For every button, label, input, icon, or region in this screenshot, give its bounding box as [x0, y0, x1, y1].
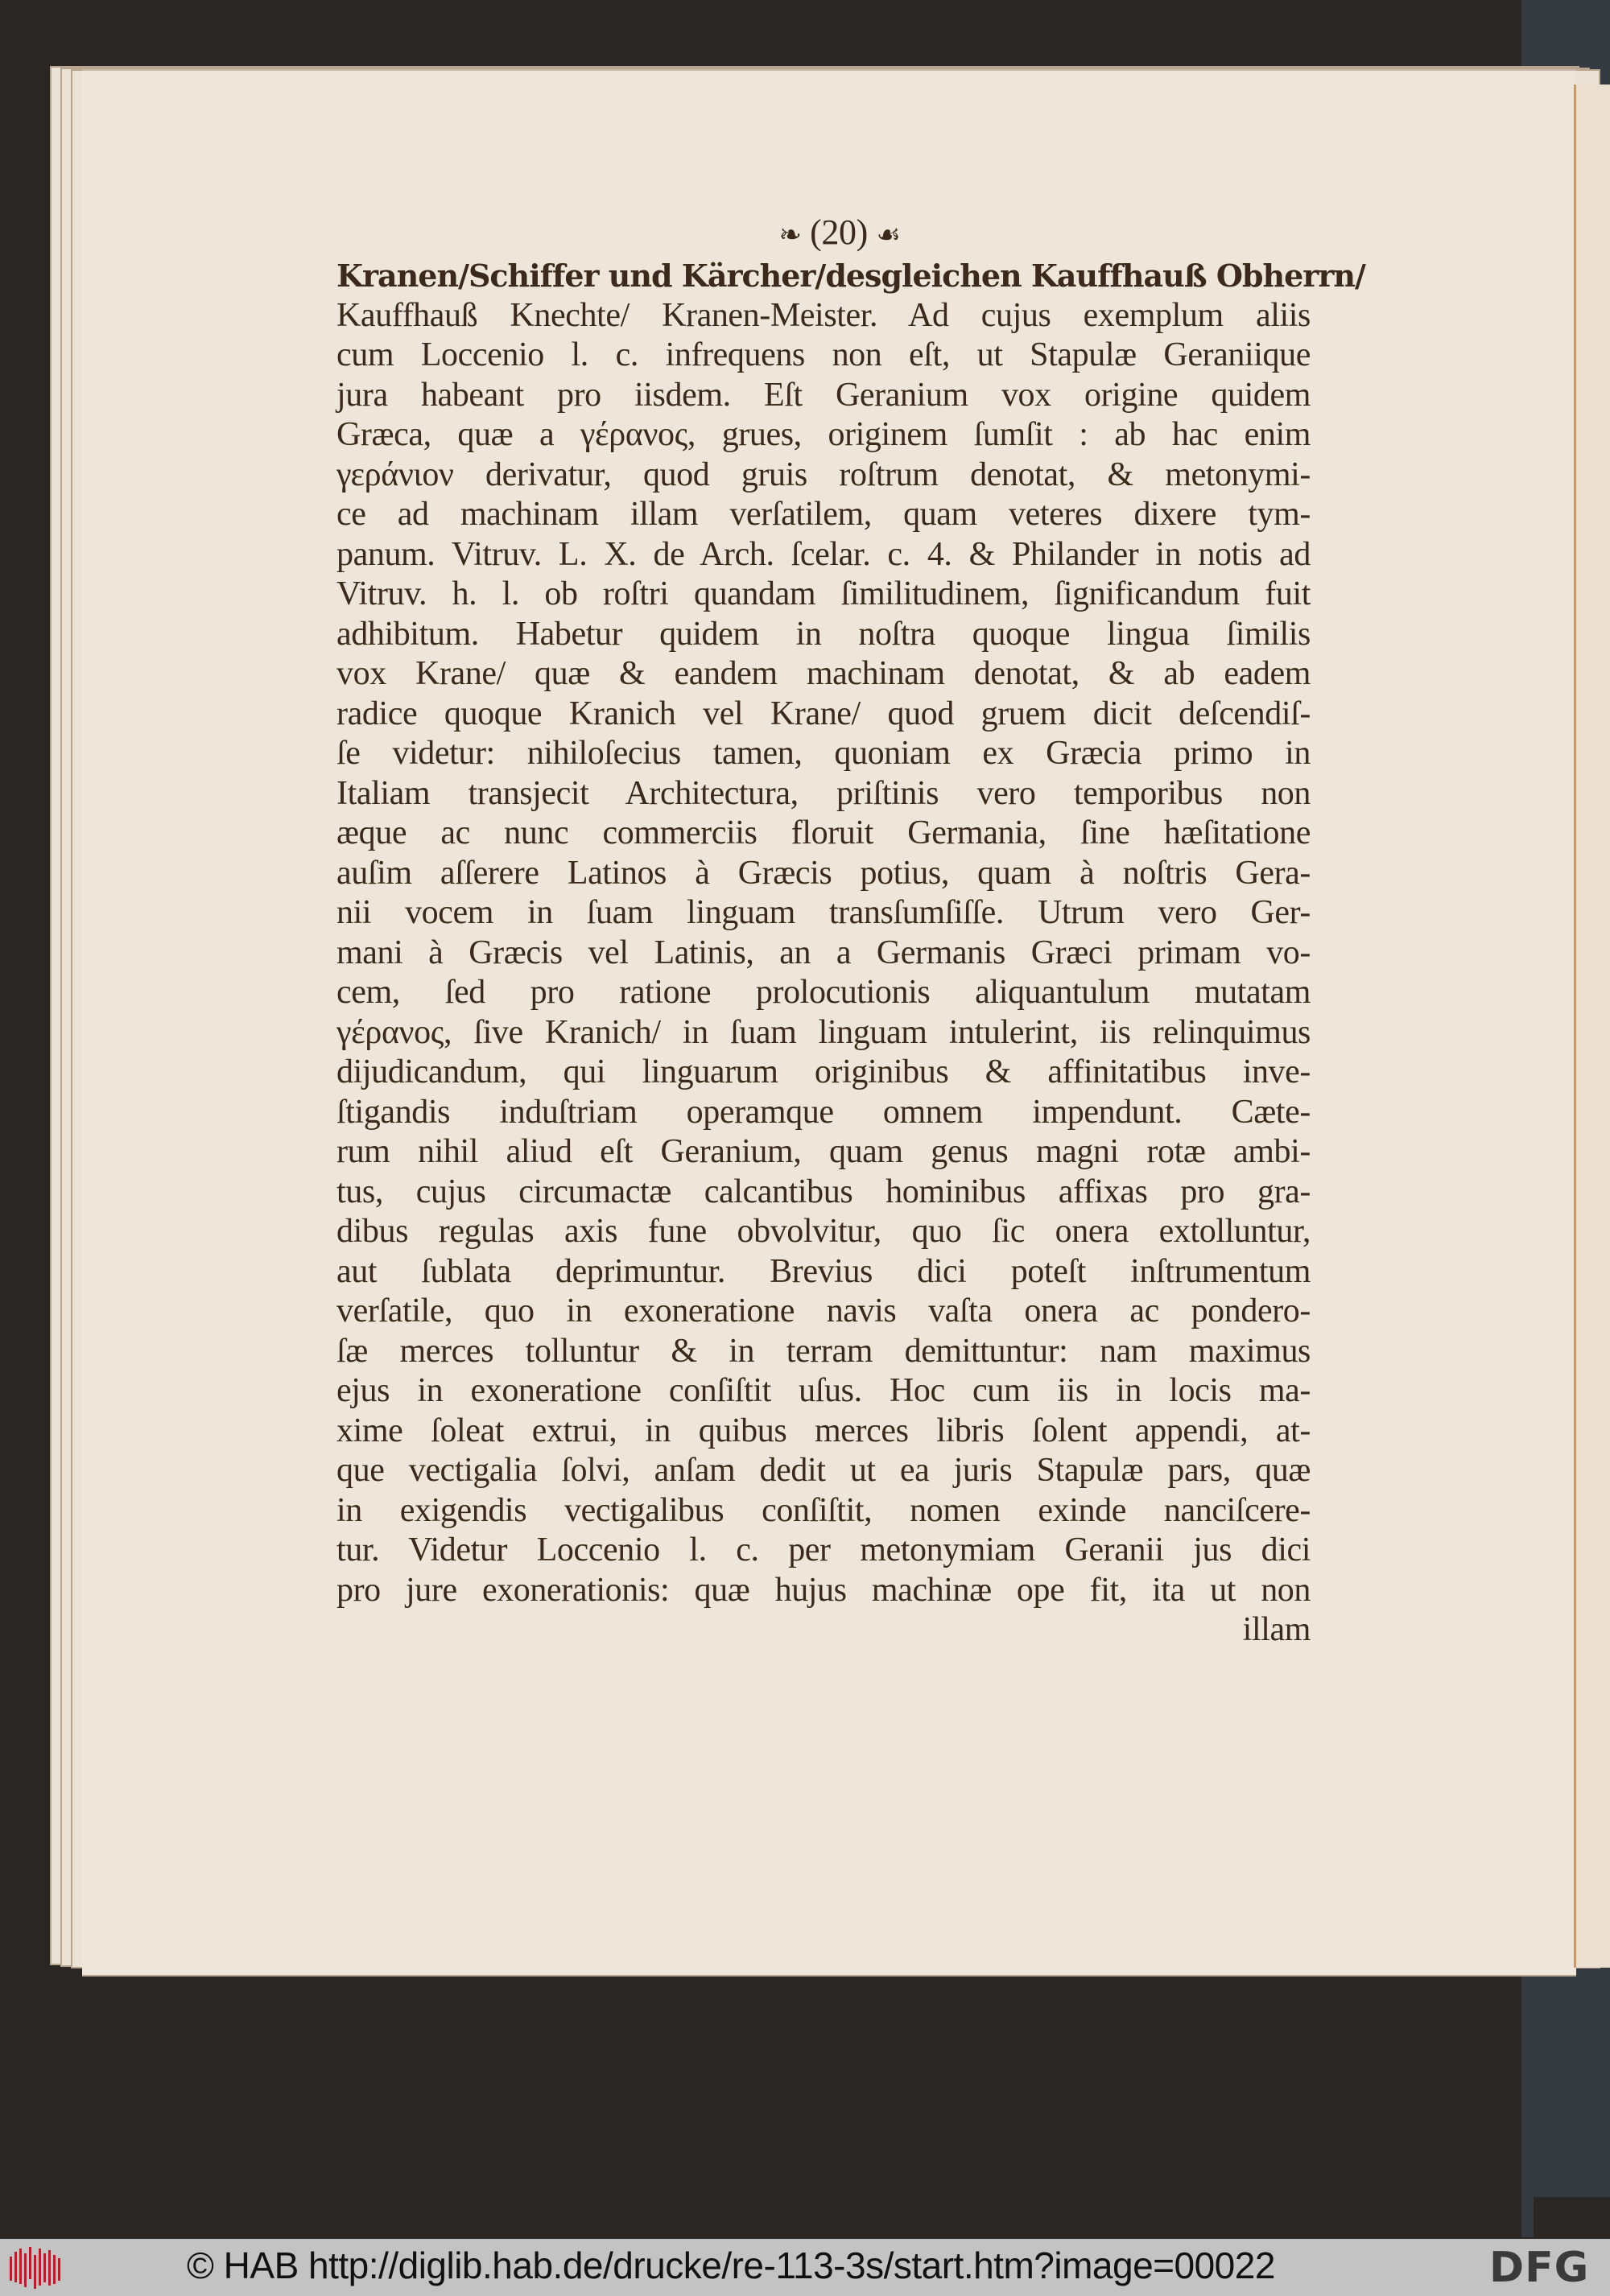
copyright-link[interactable]: © HAB http://diglib.hab.de/drucke/re-113-3s/start.htm?image=00022 [187, 2244, 1275, 2286]
text-line: adhibitum. Habetur quidem in noſtra quoque lingua ſimilis [336, 615, 1311, 653]
catchword: illam [1242, 1611, 1311, 1648]
text-line: cum Loccenio l. c. infrequens non eſt, ut Stapulæ Geraniique [336, 336, 1311, 373]
ornament-left-icon: ❧ [778, 220, 802, 250]
text-line: vox Krane/ quæ & eandem machinam denotat, & ab eadem [336, 655, 1311, 692]
text-line: rum nihil aliud eſt Geranium, quam genus magni rotæ ambi- [336, 1133, 1311, 1170]
text-line: æque ac nunc commerciis floruit Germania, ſine hæſitatione [336, 814, 1311, 851]
text-line: Græca, quæ a γέρανος, grues, originem ſumſit : ab hac enim [336, 416, 1311, 453]
text-line: que vectigalia ſolvi, anſam dedit ut ea juris Stapulæ pars, quæ [336, 1452, 1311, 1489]
text-line: dibus regulas axis fune obvolvitur, quo ſic onera extolluntur, [336, 1213, 1311, 1250]
ornament-right-icon: ☙ [876, 220, 901, 250]
text-line: jura habeant pro iisdem. Eſt Geranium vox origine quidem [336, 376, 1311, 414]
footer-bar [0, 2239, 1610, 2296]
page-text [336, 209, 1365, 1651]
text-line: ſe videtur: nihiloſecius tamen, quoniam ex Græcia primo in [336, 735, 1311, 772]
text-line: auſim aſſerere Latinos à Græcis potius, quam à noſtris Gera- [336, 854, 1311, 892]
text-line: in exigendis vectigalibus conſiſtit, nomen exinde nanciſcere- [336, 1491, 1311, 1529]
text-line: nii vocem in ſuam linguam transſumſiſſe. Utrum vero Ger- [336, 894, 1311, 931]
text-line: ejus in exoneratione conſiſtit uſus. Hoc cum iis in locis ma- [336, 1372, 1311, 1409]
text-line: aut ſublata deprimuntur. Brevius dici poteſt inſtrumentum [336, 1252, 1311, 1290]
page-number: (20) [810, 212, 868, 252]
text-line: dijudicandum, qui linguarum originibus & affinitatibus inve- [336, 1053, 1311, 1090]
text-line: Italiam transjecit Architectura, priſtinis vero temporibus non [336, 774, 1311, 812]
text-line: tus, cujus circumactæ calcantibus hominibus affixas pro gra- [336, 1173, 1311, 1210]
background-right-shadow [1534, 2197, 1610, 2237]
text-line: ſtigandis induſtriam operamque omnem impendunt. Cæte- [336, 1093, 1311, 1131]
text-line: Vitruv. h. l. ob roſtri quandam ſimilitudinem, ſignificandum fuit [336, 575, 1311, 612]
text-line: tur. Videtur Loccenio l. c. per metonymiam Geranii jus dici [336, 1531, 1311, 1568]
page-number-header [369, 209, 1311, 256]
text-line: mani à Græcis vel Latinis, an a Germanis Græci primam vo- [336, 934, 1311, 971]
text-line: panum. Vitruv. L. X. de Arch. ſcelar. c. 4. & Philander in notis ad [336, 535, 1311, 573]
text-line: ce ad machinam illam verſatilem, quam veteres dixere tym- [336, 496, 1311, 533]
text-line: ſæ merces tolluntur & in terram demittuntur: nam maximus [336, 1332, 1311, 1370]
dfg-logo: DFG [1489, 2244, 1590, 2292]
text-line: verſatile, quo in exoneratione navis vaſta onera ac pondero- [336, 1292, 1311, 1329]
text-line: pro jure exonerationis: quæ hujus machinæ ope fit, ita ut non [336, 1571, 1311, 1609]
text-line: radice quoque Kranich vel Krane/ quod gruem dicit deſcendiſ- [336, 695, 1311, 732]
text-line: cem, ſed pro ratione prolocutionis aliquantulum mutatam [336, 974, 1311, 1011]
text-line: γέρανος, ſive Kranich/ in ſuam linguam intulerint, iis relinquimus [336, 1013, 1311, 1051]
text-line: xime ſoleat extrui, in quibus merces libris ſolent appendi, at- [336, 1412, 1311, 1449]
text-line: γεράνιον derivatur, quod gruis roſtrum denotat, & metonymi- [336, 455, 1311, 493]
facing-page-edge [1574, 85, 1610, 1968]
hab-logo-icon [8, 2245, 64, 2290]
text-line: Kauffhauß Knechte/ Kranen-Meister. Ad cujus exemplum aliis [336, 296, 1311, 334]
text-line: Kranen/Schiffer und Kärcher/desgleichen Kauffhauß Obherrn/ [336, 258, 1365, 294]
